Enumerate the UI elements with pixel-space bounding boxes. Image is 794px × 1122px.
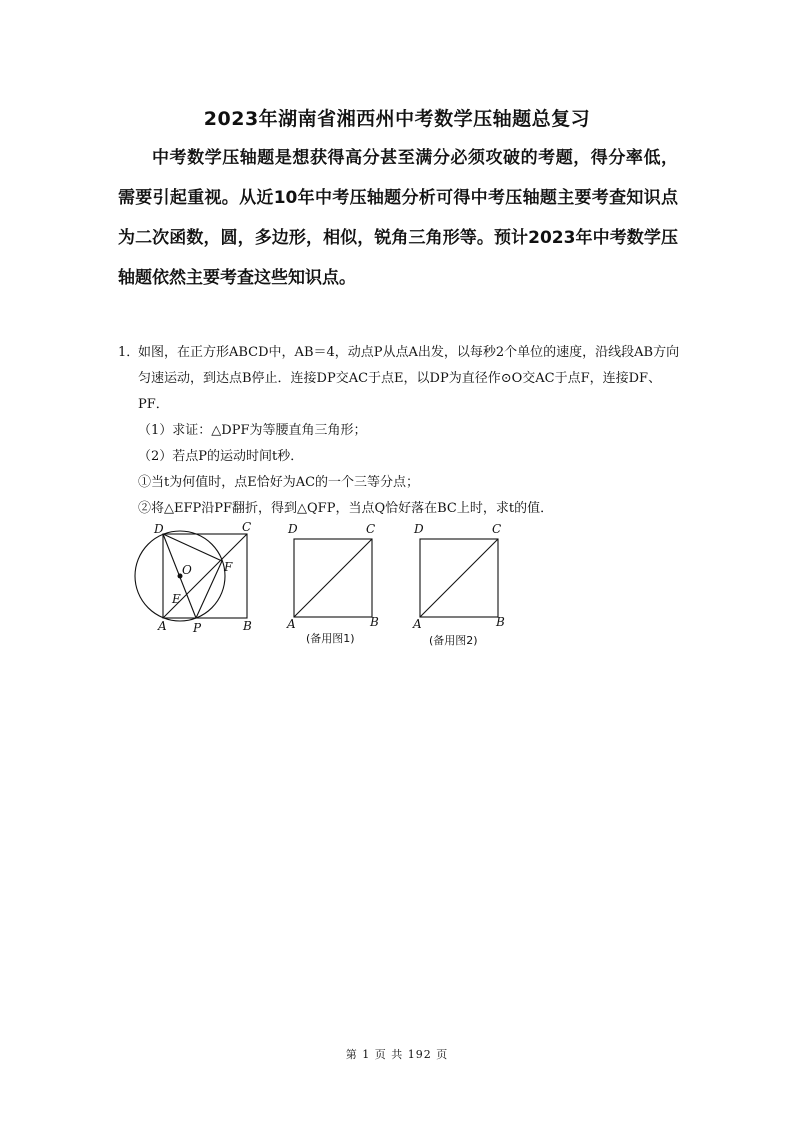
- spare-figure-1: [294, 539, 372, 617]
- figures-row: [130, 518, 530, 658]
- intro-paragraph: 中考数学压轴题是想获得高分甚至满分必须攻破的考题，得分率低，需要引起重视。从近10年中考压轴题分析可得中考压轴题主要考查知识点为二次函数，圆，多边形，相似，锐角三角形等。预计2023年中考数学压轴题依然主要考查这些知识点。: [118, 148, 678, 288]
- label-d: D: [154, 522, 164, 536]
- spare1-diagonal: [294, 539, 372, 617]
- label-p: P: [193, 621, 202, 635]
- problem-number: 1．: [118, 345, 140, 360]
- label-o: O: [182, 563, 192, 577]
- spare2-caption: (备用图2): [429, 634, 478, 647]
- document-title: 2023年湖南省湘西州中考数学压轴题总复习: [203, 108, 591, 130]
- spare2-label-c: C: [492, 522, 502, 536]
- spare2-label-b: B: [496, 615, 505, 629]
- part-2-1: ①当t为何值时，点E恰好为AC的一个三等分点；: [138, 475, 420, 490]
- label-b: B: [243, 619, 252, 633]
- spare1-label-b: B: [370, 615, 379, 629]
- part-2-2: ②将△EFP沿PF翻折，得到△QFP，当点Q恰好落在BC上时，求t的值．: [138, 501, 554, 516]
- spare-figure-2: [420, 539, 498, 617]
- spare1-caption: (备用图1): [306, 632, 355, 645]
- figures-svg: [130, 518, 530, 658]
- spare2-label-d: D: [414, 522, 424, 536]
- label-c: C: [242, 520, 252, 534]
- problem-stem-text: 如图，在正方形ABCD中，AB＝4，动点P从点A出发，以每秒2个单位的速度，沿线段AB方向匀速运动，到达点B停止．连接DP交AC于点E，以DP为直径作⊙O交AC于点F，连接DF、PF．: [138, 345, 680, 412]
- spare1-label-c: C: [366, 522, 376, 536]
- problem-stem: [118, 340, 682, 418]
- spare2-diagonal: [420, 539, 498, 617]
- part-1: （1）求证：△DPF为等腰直角三角形；: [138, 423, 367, 438]
- spare2-label-a: A: [413, 617, 422, 631]
- page-footer: 第 1 页 共 192 页: [345, 1048, 449, 1061]
- label-a: A: [158, 619, 167, 633]
- segment-pf: [196, 561, 222, 618]
- spare1-label-a: A: [287, 617, 296, 631]
- spare1-label-d: D: [288, 522, 298, 536]
- label-f: F: [224, 560, 233, 574]
- part-2: （2）若点P的运动时间t秒．: [138, 449, 304, 464]
- problem-1: [118, 340, 682, 522]
- label-e: E: [172, 592, 181, 606]
